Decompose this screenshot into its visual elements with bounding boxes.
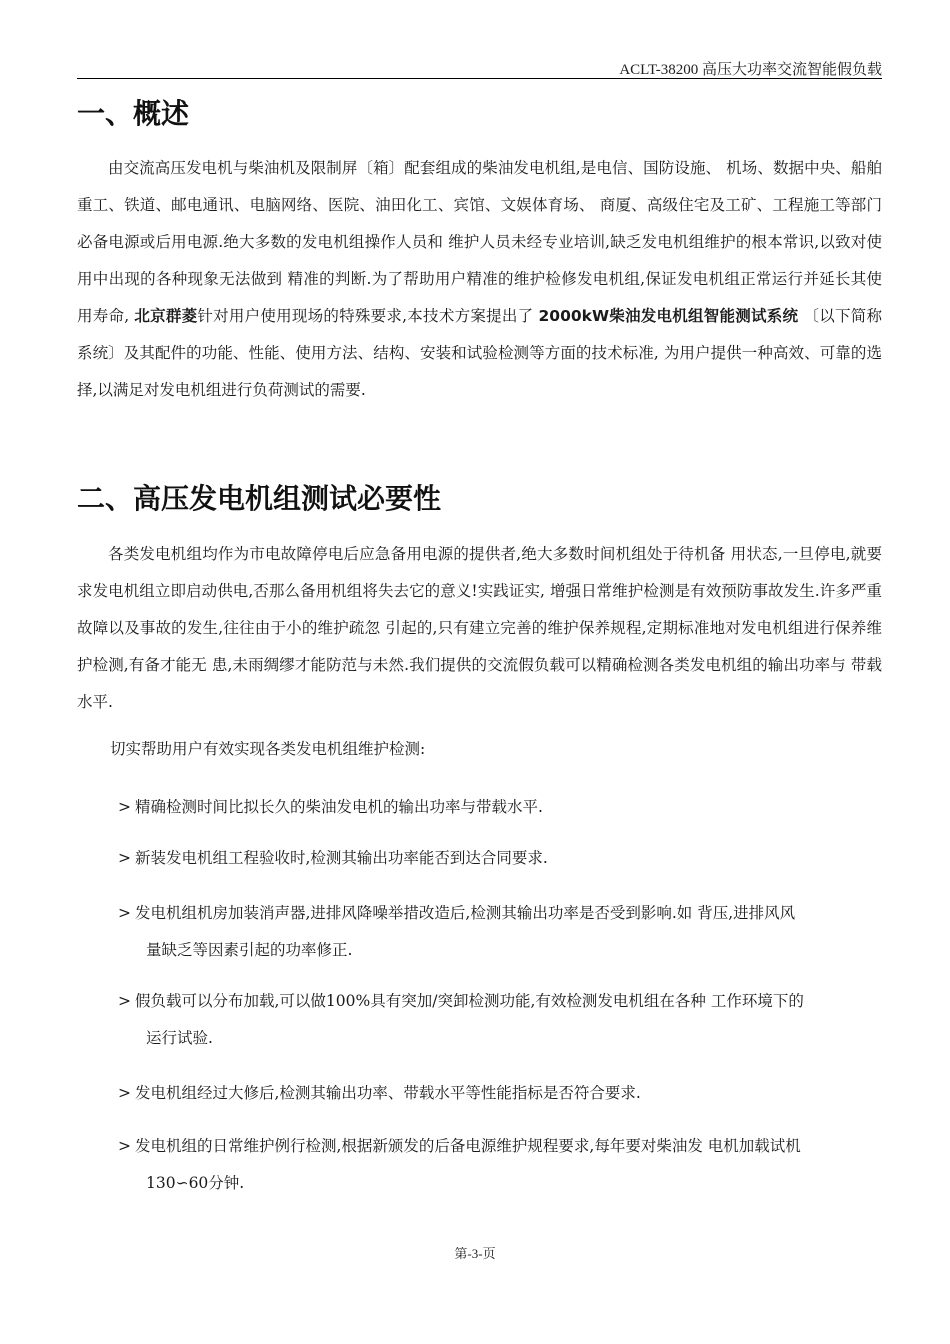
bullet-text: 发电机组机房加装消声器,进排风降噪举措改造后,检测其输出功率是否受到影响.如 背压,进排风风 [135, 904, 796, 922]
bullet-mark: > [118, 849, 131, 867]
bullet-item [118, 789, 882, 826]
section-1-text-a: 由交流高压发电机与柴油机及限制屏〔箱〕配套组成的柴油发电机组,是电信、国防设施、 机场、数据中央、船舶重工、铁道、邮电通讯、电脑网络、医院、油田化工、宾馆、文娱体育场、 商厦、高级住宅及工矿、工程施工等部门必备电源或后用电源.绝大多数的发电机组操作人员和 维护人员未经专业培训,缺乏发电机组维护的根本常识,以致对使用中出现的各种现象无法做到 精准的判断.为了帮助用户精准的维护检修发电机组,保证发电机组正常运行并延长其使用寿命, [77, 159, 882, 325]
company-name: 北京群菱 [134, 307, 198, 325]
bullet-mark: > [118, 992, 131, 1010]
bullet-text: 发电机组经过大修后,检测其输出功率、带载水平等性能指标是否符合要求. [135, 1084, 641, 1102]
bullet-item [118, 1128, 882, 1202]
section-2-intro: 切实帮助用户有效实现各类发电机组维护检测: [110, 740, 426, 758]
bullet-mark: > [118, 904, 131, 922]
section-2-title: 二、高压发电机组测试必要性 [77, 482, 442, 515]
running-header: ACLT-38200 高压大功率交流智能假负载 [619, 62, 882, 78]
section-1-paragraph [77, 150, 882, 409]
section-1-title: 一、概述 [77, 97, 190, 130]
header-rule [77, 78, 882, 79]
bullet-item [118, 983, 882, 1057]
bullet-text: 假负载可以分布加载,可以做100%具有突加/突卸检测功能,有效检测发电机组在各种 工作环境下的 [135, 992, 804, 1010]
bullet-item [118, 895, 882, 969]
system-name: 2000kW柴油发电机组智能测试系统 [538, 307, 799, 325]
bullet-mark: > [118, 798, 131, 816]
bullet-continuation: 130∽60分钟. [146, 1174, 245, 1192]
bullet-text: 发电机组的日常维护例行检测,根据新颁发的后备电源维护规程要求,每年要对柴油发 电机加载试机 [135, 1137, 801, 1155]
section-1-text-b: 针对用户使用现场的特殊要求,本技术方案提出了 [197, 307, 539, 325]
section-2-paragraph: 各类发电机组均作为市电故障停电后应急备用电源的提供者,绝大多数时间机组处于待机备 用状态,一旦停电,就要求发电机组立即启动供电,否那么备用机组将失去它的意义!实践证实, 增强日常维护检测是有效预防事故发生.许多严重故障以及事故的发生,往往由于小的维护疏忽 引起的,只有建立完善的维护保养规程,定期标准地对发电机组进行保养维护检测,有备才能无 患,未雨绸缪才能防范与未然.我们提供的交流假负载可以精确检测各类发电机组的输出功率与 带载水平. [77, 545, 882, 711]
bullet-item [118, 840, 882, 877]
bullet-text: 新装发电机组工程验收时,检测其输出功率能否到达合同要求. [135, 849, 548, 867]
bullet-continuation: 运行试验. [146, 1029, 213, 1047]
bullet-item [118, 1075, 882, 1112]
page-number: 第-3-页 [454, 1246, 496, 1261]
section-1-text-c: 〔以下简称系统〕及其配件的功能、性能、使用方法、结构、安装和试验检测等方面的技术标准, 为用户提供一种高效、可靠的选择,以满足对发电机组进行负荷测试的需要. [77, 307, 882, 399]
bullet-mark: > [118, 1137, 131, 1155]
bullet-continuation: 量缺乏等因素引起的功率修正. [146, 941, 353, 959]
bullet-mark: > [118, 1084, 131, 1102]
bullet-text: 精确检测时间比拟长久的柴油发电机的输出功率与带载水平. [135, 798, 543, 816]
